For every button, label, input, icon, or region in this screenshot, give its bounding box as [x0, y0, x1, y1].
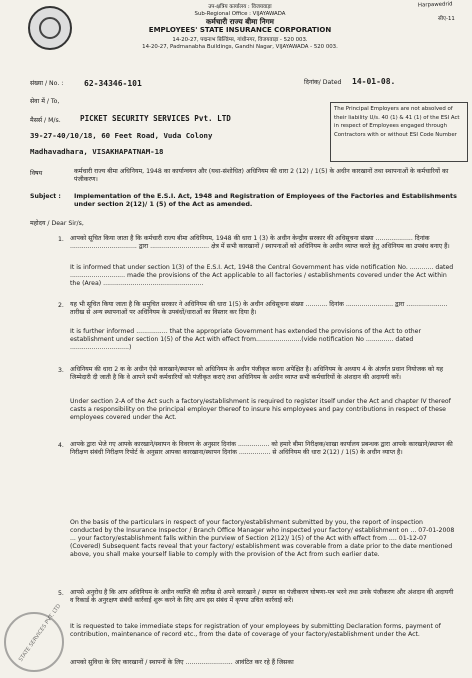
para-2-number: 2. — [58, 302, 64, 309]
date-label: दिनांक/ Dated — [304, 79, 342, 86]
para-5-english: It is requested to take immediate steps for registration of your employees by submitting Declaration forms, payment of contribution, maintenance of record etc., from the date of coverage of your factory/establishment under the Act. — [70, 623, 441, 638]
para-3-number: 3. — [58, 367, 64, 374]
stamp-text: STATE SERVICES PVT. LTD — [17, 603, 63, 663]
hindi-office-line: उप-क्षत्रिय कार्यालय : विजयवाड़ा — [208, 4, 272, 10]
hindi-address: 14-20-27, पद्मनाभ बिल्डिंग्स, गांधीनगर, विजयवाड़ा - 520 003. — [172, 37, 308, 43]
para-2-english: It is further informed ................ that the appropriate Government has extended the provisions of the Act to other establishment under section 1(5) of the Act with effect from.......................(vide notification No .............. dated ..............................) — [70, 328, 422, 351]
office-address: 14-20-27, Padmanabha Buildings, Gandhi Nagar, VIJAYAWADA - 520 003. — [142, 44, 338, 50]
subject-hindi-text: कर्मचारी राज्य बीमा अधिनियम, 1948 का कार्यान्वयन और (यथा-संशोधित) अधिनियम की धारा 2 (12) / 1(5) के अधीन कारखानों तथा स्थापनाओं के कर्मचारियों का पंजीकरण। — [74, 168, 449, 183]
date-value: 14-01-08. — [352, 77, 396, 86]
corner-note: Harpawedrid — [417, 1, 453, 9]
ms-label: मैसर्स / M/s. — [30, 117, 61, 124]
para-3-hindi: अधिनियम की धारा 2 क के अधीन ऐसे कारखाने/स्थापन को अधिनियम के अधीन पंजीकृत करना अपेक्षित है। अधिनियम के अध्याय 4 के अंतर्गत प्रधान नियोजक को यह जिम्मेदारी दी जाती है कि वे आपने सभी कर्मचारियों को पंजीकृत कराएं तथा अधिनियम के अधीन व्याप्त सभी कर्मचारियों के अंशदान की अदायगी करें। — [70, 366, 444, 381]
para-1-english: It is informed that under section 1(3) of the E.S.I. Act, 1948 the Central Government has vide notification No. ............ dated ............................ made the provisions of the Act applicable to all factories / establishments covered under the Act within the (Area) ................................................... — [70, 264, 454, 287]
esic-logo-icon — [28, 6, 72, 50]
para-5-number: 5. — [58, 590, 64, 597]
subject-text: Implementation of the E.S.I. Act, 1948 and Registration of Employees of the Factories and Establishments under section 2(12)/ 1 (5) of the Act as amended. — [74, 192, 457, 208]
para-5-hindi: आपसे अनुरोध है कि आप अधिनियम के अधीन व्याप्ति की तारीख से अपने कारखाने / स्थापन का पंजीकरण घोषणा-पत्र भरने तथा उनके पंजीकरण और अंशदान की अदायगी व रिकार्ड के अनुरक्षण संबंधी कार्रवाई शुरू करने के लिए आप इस संबंध में कृपया उचित कार्रवाई करें। — [70, 589, 454, 604]
closing-hindi: आपको सुविधा के लिए कारखानों / स्थापनों के लिए ........................ आवंटित कर रहे हैं जिसका — [70, 659, 294, 666]
para-4-hindi: आपके द्वारा भेजे गए आपके कारखाने/स्थापन के विवरण के अनुसार दिनांक ................ को हमारे बीमा निरीक्षक/शाखा कार्यालय प्रबन्धक द्वारा आपके कारखाने/स्थापन की निरीक्षण संबंधी निरीक्षण रिपोर्ट के अनुसार आपका कारखाना/स्थापन दिनांक ................ से अधिनियम की धारा 2(12) / 1(5) के अधीन व्याप्त है। — [70, 441, 453, 456]
para-1-hindi: आपको सूचित किया जाता है कि कर्मचारी राज्य बीमा अधिनियम, 1948 की धारा 1 (3) के अधीन केन्द्रीय सरकार की अधिसूचना संख्या ................... दिनांक .................................. द्वारा .............................. क्षेत्र में सभी कारखानों / स्थापनाओं को अधिनियम के अधीन व्याप्त करते हेतु अधिनियम का उपबंध बनाए हैं। — [70, 235, 450, 250]
subject-hindi-label: विषय — [30, 170, 43, 177]
salutation: महोदय / Dear Sir/s, — [30, 220, 84, 227]
sub-regional-office: Sub-Regional Office : VIJAYAWADA — [194, 11, 286, 17]
corner-code: सीए-11 — [438, 16, 455, 22]
to-label: सेवा में / To, — [30, 98, 60, 105]
para-4-english: On the basis of the particulars in respect of your factory/establishment submitted by you, the report of inspection conducted by the Insurance Inspector / Branch Office Manager who inspected your factory/ establishment on ... 07-01-2008 ... your factory/establishment falls within the purview of Section 2(12)/ 1(5) of the Act with effect from .... 01-12-07 (Covered) Subsequent facts reveal that your factory/ establishment was coverable from a date prior to the date mentioned above, you shall make yourself liable to comply with the provision of the Act from such earlier date. — [70, 519, 455, 558]
para-4-number: 4. — [58, 442, 64, 449]
notice-box-text: The Principal Employers are not absolved of their liability U/s. 40 (1) & 41 (1) of the ESI Act in respect of Employees engaged through Contractors with or without ESI Code Number — [334, 106, 460, 138]
para-1-number: 1. — [58, 236, 64, 243]
hindi-corporation-name: कर्मचारी राज्य बीमा निगम — [206, 17, 274, 26]
corporation-name: EMPLOYEES' STATE INSURANCE CORPORATION — [148, 26, 332, 34]
para-3-english: Under section 2-A of the Act such a factory/establishment is required to register itself under the Act and chapter IV thereof casts a responsibility on the principal employer thereof to insure his employees and pay contributions in respect of these employees covered under the Act. — [70, 398, 451, 421]
addressee-name: PICKET SECURITY SERVICES Pvt. LTD — [80, 114, 231, 123]
subject-label: Subject : — [30, 193, 61, 200]
ref-label: संख्या / No. : — [30, 80, 64, 87]
para-2-hindi: यह भी सूचित किया जाता है कि समुचित सरकार ने अधिनियम की धारा 1(5) के अधीन अधिसूचना संख्या ........... दिनांक ........................ द्वारा ..................... तारीख से अन्य स्थापनाओं पर अधिनियम के उपबंधों/धाराओं का विस्तार कर दिया है। — [70, 301, 448, 316]
addressee-address-2: Madhavadhara, VISAKHAPATNAM-18 — [30, 147, 164, 156]
ref-number: 62-34346-101 — [84, 79, 142, 88]
addressee-address-1: 39-27-40/10/18, 60 Feet Road, Vuda Colony — [30, 131, 213, 140]
